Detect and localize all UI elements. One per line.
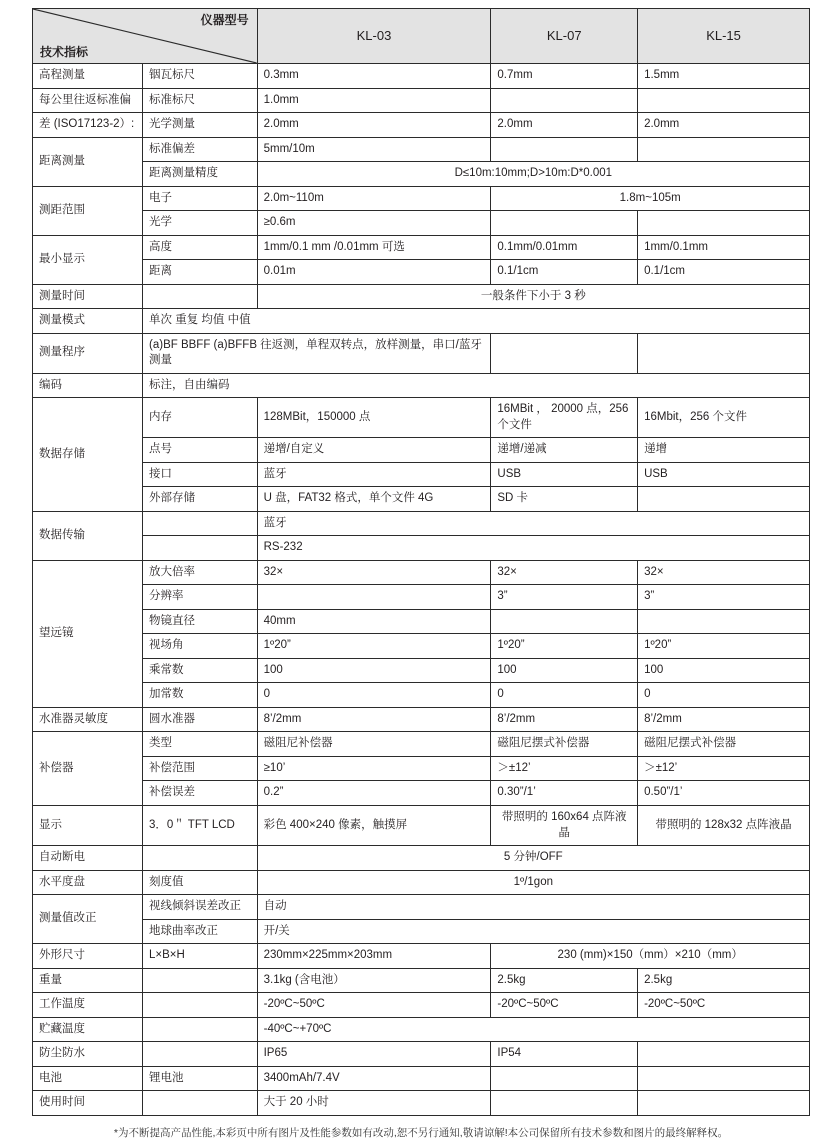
cell-kl15 xyxy=(638,1091,810,1116)
cell-kl07: 2.0mm xyxy=(491,113,638,138)
table-row xyxy=(33,560,810,585)
row-sublabel: 物镜直径 xyxy=(143,609,258,634)
cell-wide: (a)BF BBFF (a)BFFB 往返测，单程双转点，放样测量，串口/蓝牙测量 xyxy=(143,333,491,373)
row-sublabel: 视场角 xyxy=(143,634,258,659)
row-label: 电池 xyxy=(33,1066,143,1091)
cell-kl07 xyxy=(491,1091,638,1116)
row-label: 数据存储 xyxy=(33,398,143,512)
table-row xyxy=(33,895,810,920)
cell-kl07: 0 xyxy=(491,683,638,708)
table-row xyxy=(33,137,810,162)
cell-kl03: 大于 20 小时 xyxy=(257,1091,491,1116)
row-label: 防尘防水 xyxy=(33,1042,143,1067)
row-sublabel: 圆水准器 xyxy=(143,707,258,732)
table-row xyxy=(33,373,810,398)
cell-kl03: 1º20” xyxy=(257,634,491,659)
cell-kl03: 40mm xyxy=(257,609,491,634)
cell-merged: 1º/1gon xyxy=(257,870,809,895)
cell-kl03: 32× xyxy=(257,560,491,585)
row-sublabel: 电子 xyxy=(143,186,258,211)
cell-kl15: 8’/2mm xyxy=(638,707,810,732)
cell-kl07: -20ºC~50ºC xyxy=(491,993,638,1018)
cell-kl07: 0.7mm xyxy=(491,64,638,89)
table-row xyxy=(33,634,810,659)
row-sublabel: 类型 xyxy=(143,732,258,757)
cell-kl15: 3” xyxy=(638,585,810,610)
table-row xyxy=(33,333,810,373)
table-row xyxy=(33,113,810,138)
table-row xyxy=(33,846,810,871)
cell-merged-right: 230 (mm)×150（mm）×210（mm） xyxy=(491,944,810,969)
cell-kl15 xyxy=(638,88,810,113)
cell-kl07: IP54 xyxy=(491,1042,638,1067)
row-label: 补偿器 xyxy=(33,732,143,806)
cell-kl03: 2.0mm xyxy=(257,113,491,138)
cell-kl07: 2.5kg xyxy=(491,968,638,993)
header-col-kl03: KL-03 xyxy=(257,9,491,64)
row-label: 自动断电 xyxy=(33,846,143,871)
row-sublabel: 距离 xyxy=(143,260,258,285)
row-sublabel xyxy=(143,536,258,561)
row-label: 水平度盘 xyxy=(33,870,143,895)
table-row xyxy=(33,211,810,236)
table-row xyxy=(33,1042,810,1067)
cell-kl15: 1.5mm xyxy=(638,64,810,89)
table-row xyxy=(33,683,810,708)
cell-merged: 5 分钟/OFF xyxy=(257,846,809,871)
table-row xyxy=(33,732,810,757)
cell-kl03: 递增/自定义 xyxy=(257,438,491,463)
cell-kl07 xyxy=(491,609,638,634)
cell-kl07: 递增/递减 xyxy=(491,438,638,463)
table-row xyxy=(33,993,810,1018)
row-sublabel: 内存 xyxy=(143,398,258,438)
row-sublabel: 点号 xyxy=(143,438,258,463)
header-col-kl15: KL-15 xyxy=(638,9,810,64)
table-row xyxy=(33,398,810,438)
table-row xyxy=(33,1066,810,1091)
cell-kl03 xyxy=(257,585,491,610)
cell-kl15: 带照明的 128x32 点阵液晶 xyxy=(638,805,810,845)
cell-kl15: -20ºC~50ºC xyxy=(638,993,810,1018)
cell-kl15: 16Mbit，256 个文件 xyxy=(638,398,810,438)
table-row xyxy=(33,162,810,187)
row-label: 重量 xyxy=(33,968,143,993)
cell-kl15: 0 xyxy=(638,683,810,708)
cell-wide: 标注，自由编码 xyxy=(143,373,810,398)
footer-disclaimer: *为不断提高产品性能,本彩页中所有图片及性能参数如有改动,恕不另行通知,敬请谅解!本公司保留所有技术参数和图片的最终解释权。 xyxy=(113,1126,729,1139)
cell-kl15: 100 xyxy=(638,658,810,683)
cell-merged-right: 1.8m~105m xyxy=(491,186,810,211)
cell-kl15: 32× xyxy=(638,560,810,585)
cell-kl03: ≥0.6m xyxy=(257,211,491,236)
cell-kl07 xyxy=(491,333,638,373)
row-sublabel: 地球曲率改正 xyxy=(143,919,258,944)
cell-kl07: 100 xyxy=(491,658,638,683)
table-row xyxy=(33,756,810,781)
cell-kl03: 1mm/0.1 mm /0.01mm 可选 xyxy=(257,235,491,260)
row-label: 显示 xyxy=(33,805,143,845)
row-sublabel xyxy=(143,968,258,993)
table-row xyxy=(33,805,810,845)
cell-wide: 蓝牙 xyxy=(257,511,809,536)
cell-kl03: 8’/2mm xyxy=(257,707,491,732)
row-sublabel: 刻度值 xyxy=(143,870,258,895)
table-row xyxy=(33,1091,810,1116)
cell-kl15 xyxy=(638,487,810,512)
cell-kl07: 0.1/1cm xyxy=(491,260,638,285)
row-label: 最小显示 xyxy=(33,235,143,284)
table-row xyxy=(33,968,810,993)
cell-kl07: SD 卡 xyxy=(491,487,638,512)
cell-kl15: 磁阻尼摆式补偿器 xyxy=(638,732,810,757)
cell-kl15: 0.1/1cm xyxy=(638,260,810,285)
table-row xyxy=(33,536,810,561)
cell-kl15 xyxy=(638,1042,810,1067)
cell-kl15: USB xyxy=(638,462,810,487)
header-corner-cell xyxy=(33,9,258,64)
table-header-row xyxy=(33,9,810,64)
row-sublabel xyxy=(143,511,258,536)
row-sublabel: 3．0＂ TFT LCD xyxy=(143,805,258,845)
cell-kl03: 5mm/10m xyxy=(257,137,491,162)
row-label: 高程测量 xyxy=(33,64,143,89)
row-sublabel: 外部存储 xyxy=(143,487,258,512)
row-sublabel xyxy=(143,993,258,1018)
cell-kl15: 递增 xyxy=(638,438,810,463)
row-sublabel xyxy=(143,1017,258,1042)
table-row xyxy=(33,284,810,309)
row-sublabel: 接口 xyxy=(143,462,258,487)
row-sublabel: 放大倍率 xyxy=(143,560,258,585)
cell-kl03: 2.0m~110m xyxy=(257,186,491,211)
cell-merged: 一般条件下小于 3 秒 xyxy=(257,284,809,309)
row-sublabel: L×B×H xyxy=(143,944,258,969)
row-label: 每公里往返标准偏 xyxy=(33,88,143,113)
table-row xyxy=(33,309,810,334)
row-sublabel: 高度 xyxy=(143,235,258,260)
cell-kl07 xyxy=(491,211,638,236)
table-row xyxy=(33,658,810,683)
table-row xyxy=(33,186,810,211)
header-model-label: 仪器型号 xyxy=(200,13,249,27)
table-row xyxy=(33,462,810,487)
cell-kl07 xyxy=(491,88,638,113)
cell-kl03: 3400mAh/7.4V xyxy=(257,1066,491,1091)
cell-kl03: 128MBit，150000 点 xyxy=(257,398,491,438)
cell-kl03: 0 xyxy=(257,683,491,708)
cell-kl03: 蓝牙 xyxy=(257,462,491,487)
cell-kl03: 磁阻尼补偿器 xyxy=(257,732,491,757)
cell-kl03: ≥10’ xyxy=(257,756,491,781)
cell-kl07: 0.1mm/0.01mm xyxy=(491,235,638,260)
cell-kl07: ＞±12’ xyxy=(491,756,638,781)
row-sublabel: 加常数 xyxy=(143,683,258,708)
row-label: 距离测量 xyxy=(33,137,143,186)
cell-kl15 xyxy=(638,1066,810,1091)
row-label: 工作温度 xyxy=(33,993,143,1018)
table-row xyxy=(33,919,810,944)
cell-kl03: IP65 xyxy=(257,1042,491,1067)
row-sublabel: 补偿范围 xyxy=(143,756,258,781)
row-sublabel xyxy=(143,1042,258,1067)
cell-kl03: -20ºC~50ºC xyxy=(257,993,491,1018)
cell-kl15: 2.5kg xyxy=(638,968,810,993)
row-sublabel: 锂电池 xyxy=(143,1066,258,1091)
row-sublabel: 视线倾斜误差改正 xyxy=(143,895,258,920)
row-label: 使用时间 xyxy=(33,1091,143,1116)
row-label: 测量模式 xyxy=(33,309,143,334)
table-row xyxy=(33,870,810,895)
row-label: 测量值改正 xyxy=(33,895,143,944)
row-sublabel: 分辨率 xyxy=(143,585,258,610)
row-sublabel: 标准偏差 xyxy=(143,137,258,162)
table-row xyxy=(33,64,810,89)
cell-kl03: 0.3mm xyxy=(257,64,491,89)
table-row xyxy=(33,944,810,969)
table-row xyxy=(33,88,810,113)
cell-kl07: 3” xyxy=(491,585,638,610)
cell-kl07: 32× xyxy=(491,560,638,585)
cell-kl07: 0.30”/1’ xyxy=(491,781,638,806)
cell-kl07 xyxy=(491,137,638,162)
cell-kl15: 1º20” xyxy=(638,634,810,659)
header-col-kl07: KL-07 xyxy=(491,9,638,64)
table-row xyxy=(33,609,810,634)
cell-kl03: U 盘，FAT32 格式，单个文件 4G xyxy=(257,487,491,512)
table-row xyxy=(33,487,810,512)
cell-kl15 xyxy=(638,137,810,162)
row-label: 水准器灵敏度 xyxy=(33,707,143,732)
row-sublabel: 距离测量精度 xyxy=(143,162,258,187)
cell-kl15 xyxy=(638,333,810,373)
table-row xyxy=(33,1017,810,1042)
row-sublabel: 铟瓦标尺 xyxy=(143,64,258,89)
cell-kl15 xyxy=(638,211,810,236)
row-sublabel: 补偿误差 xyxy=(143,781,258,806)
table-row xyxy=(33,585,810,610)
cell-kl03: 3.1kg (含电池） xyxy=(257,968,491,993)
table-row xyxy=(33,438,810,463)
row-label: 编码 xyxy=(33,373,143,398)
table-row xyxy=(33,707,810,732)
table-row xyxy=(33,235,810,260)
cell-merged: D≤10m:10mm;D>10m:D*0.001 xyxy=(257,162,809,187)
row-label: 外形尺寸 xyxy=(33,944,143,969)
cell-kl03: 100 xyxy=(257,658,491,683)
cell-kl03: 0.2” xyxy=(257,781,491,806)
cell-wide: 单次 重复 均值 中值 xyxy=(143,309,810,334)
row-label: 差 (ISO17123-2）: xyxy=(33,113,143,138)
cell-kl15: ＞±12’ xyxy=(638,756,810,781)
cell-kl07: USB xyxy=(491,462,638,487)
row-sublabel: 光学 xyxy=(143,211,258,236)
cell-kl03: 彩色 400×240 像素，触摸屏 xyxy=(257,805,491,845)
row-sublabel: 标准标尺 xyxy=(143,88,258,113)
cell-kl15: 1mm/0.1mm xyxy=(638,235,810,260)
table-row xyxy=(33,260,810,285)
cell-wide: 开/关 xyxy=(257,919,809,944)
cell-kl15: 2.0mm xyxy=(638,113,810,138)
table-row xyxy=(33,511,810,536)
cell-kl03: 1.0mm xyxy=(257,88,491,113)
cell-wide: RS-232 xyxy=(257,536,809,561)
cell-kl07: 16MBit ， 20000 点，256 个文件 xyxy=(491,398,638,438)
row-label: 贮藏温度 xyxy=(33,1017,143,1042)
row-sublabel: 乘常数 xyxy=(143,658,258,683)
cell-kl15: 0.50”/1’ xyxy=(638,781,810,806)
cell-kl07 xyxy=(491,1066,638,1091)
cell-wide: -40ºC~+70ºC xyxy=(257,1017,809,1042)
table-row xyxy=(33,781,810,806)
cell-kl07: 8’/2mm xyxy=(491,707,638,732)
row-sublabel xyxy=(143,1091,258,1116)
cell-kl03: 0.01m xyxy=(257,260,491,285)
header-tech-label: 技术指标 xyxy=(40,44,89,59)
specification-table xyxy=(32,8,810,1116)
row-label: 测距范围 xyxy=(33,186,143,235)
row-label: 测量时间 xyxy=(33,284,143,309)
row-label: 测量程序 xyxy=(33,333,143,373)
cell-kl07: 1º20” xyxy=(491,634,638,659)
cell-kl07: 带照明的 160x64 点阵液晶 xyxy=(491,805,638,845)
row-label: 数据传输 xyxy=(33,511,143,560)
row-sublabel: 光学测量 xyxy=(143,113,258,138)
row-sublabel xyxy=(143,846,258,871)
cell-kl15 xyxy=(638,609,810,634)
row-sublabel xyxy=(143,284,258,309)
cell-wide: 自动 xyxy=(257,895,809,920)
cell-kl03: 230mm×225mm×203mm xyxy=(257,944,491,969)
cell-kl07: 磁阻尼摆式补偿器 xyxy=(491,732,638,757)
row-label: 望远镜 xyxy=(33,560,143,707)
